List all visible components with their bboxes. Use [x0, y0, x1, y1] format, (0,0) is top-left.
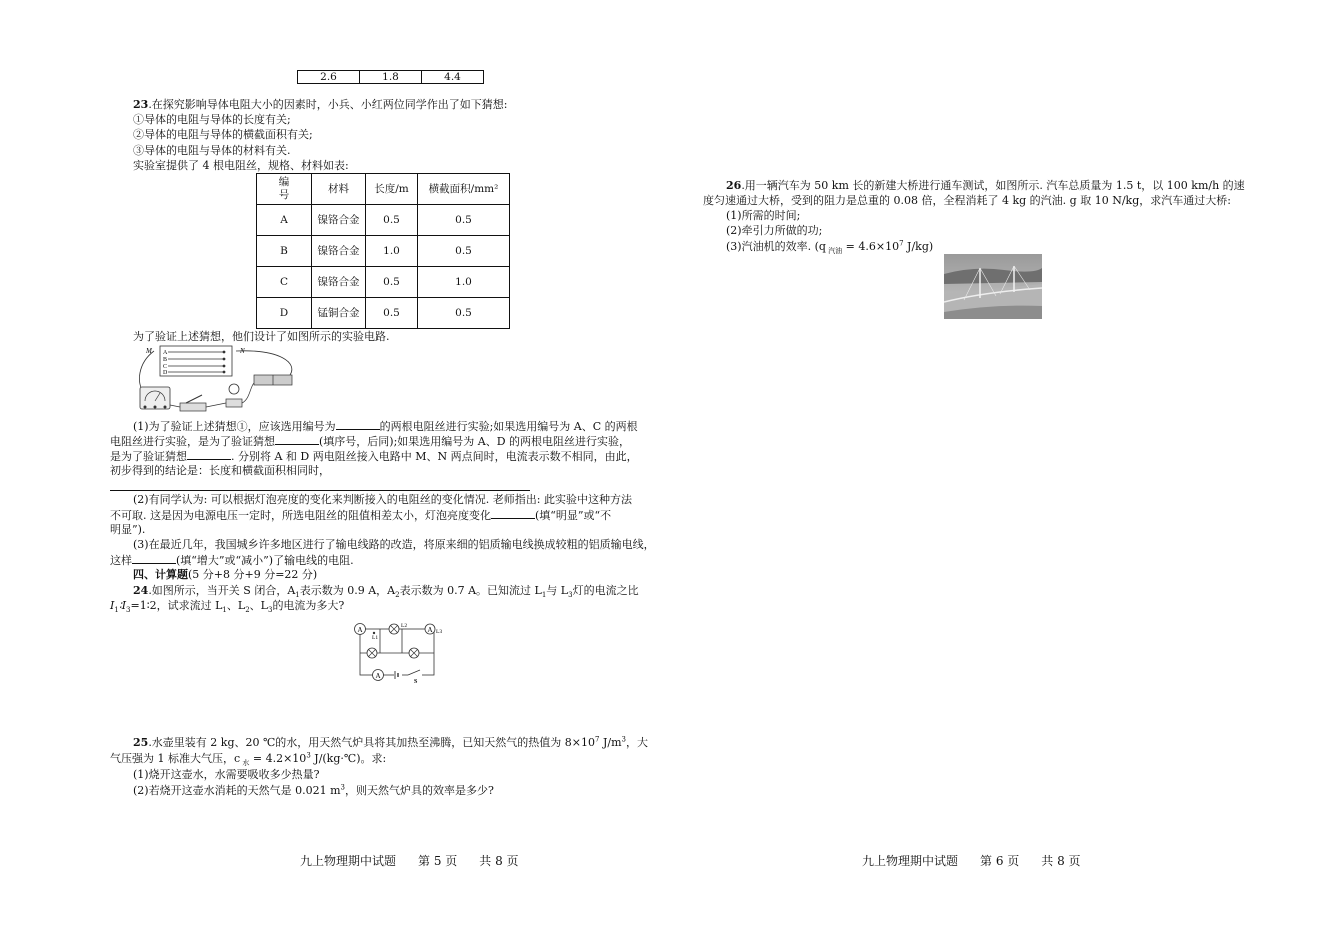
resistance-wire-table: [256, 173, 510, 329]
q23-guess-2: ②导体的电阻与导体的横截面积有关;: [133, 128, 313, 141]
page-footer-right: 九上物理期中试题 第 6 页 共 8 页: [862, 854, 1081, 868]
table-row: [257, 267, 510, 298]
table-cell: 0.5: [366, 298, 418, 329]
table-header: 横截面积/mm²: [418, 174, 510, 205]
q23-part1-line2: 电阻丝进行实验，是为了验证猜想 (填序号，后同);如果选用编号为 A、D 的两根电阻丝进行实验，: [110, 435, 631, 448]
q23-lab-text: 实验室提供了 4 根电阻丝，规格、材料如表:: [133, 159, 349, 172]
page-footer-left: 九上物理期中试题 第 5 页 共 8 页: [300, 854, 519, 868]
q23-circuit-intro: 为了验证上述猜想，他们设计了如图所示的实验电路.: [133, 330, 390, 343]
ammeter-label: A: [375, 672, 381, 680]
table-cell: 0.5: [366, 267, 418, 298]
q26-line2: 度匀速通过大桥，受到的阻力是总重的 0.08 倍，全程消耗了 4 kg 的汽油. g 取 10 N/kg，求汽车通过大桥:: [703, 194, 1231, 207]
q23-part2-line1: (2)有同学认为: 可以根据灯泡亮度的变化来判断接入的电阻丝的变化情况. 老师指出: 此实验中这种方法: [133, 493, 632, 506]
table-row: [257, 205, 510, 236]
table-cell: 0.5: [366, 205, 418, 236]
q26-sub3: (3)汽油机的效率. (q $_{汽油} = 4.6\times 10^7$ J/kg): [726, 239, 934, 256]
switch-label: S: [414, 679, 418, 683]
table-cell: 1.8: [360, 71, 422, 84]
q23-part2-line3: 明显”).: [110, 523, 146, 536]
q25-line2: 气压强为 1 标准大气压，c $_水 = 4.2\times 10^3$ J/(kg·℃)。求:: [110, 751, 387, 768]
q23-part1-line3: 是为了验证猜想 . 分别将 A 和 D 两电阻丝接入电路中 M、N 两点间时，电流表示数不相同，由此，: [110, 450, 638, 463]
lamp-label: L1: [372, 635, 379, 641]
q24-circuit-figure: [352, 617, 442, 683]
question-number: 23: [133, 98, 149, 111]
table-header: 编号: [257, 174, 312, 205]
bridge-photo: [944, 254, 1042, 319]
table-cell: A: [257, 205, 312, 236]
q23-circuit-figure: [130, 343, 305, 415]
q23-part2-line2: 不可取. 这是因为电源电压一定时，所选电阻丝的阻值相差太小，灯泡亮度变化 (填“明显”或“不: [110, 509, 612, 522]
answer-blank[interactable]: [132, 552, 176, 564]
table-cell: C: [257, 267, 312, 298]
switch: [180, 403, 206, 411]
table-cell: 镍铬合金: [312, 267, 366, 298]
lamp-label: L2: [401, 623, 408, 629]
table-row: [257, 236, 510, 267]
table-cell: 0.5: [418, 236, 510, 267]
q26-sub2: (2)牵引力所做的功;: [726, 224, 823, 237]
table-cell: 锰铜合金: [312, 298, 366, 329]
table-cell: 0.5: [418, 298, 510, 329]
q23-guess-3: ③导体的电阻与导体的材料有关.: [133, 144, 291, 157]
table-cell: 0.5: [418, 205, 510, 236]
q25-line1: 25.水壶里装有 2 kg、20 ℃的水，用天然气炉具将其加热至沸腾，已知天然气的热值为 $8\times 10^7$ $J/m^3$，大: [133, 735, 648, 749]
label-a: A: [163, 350, 168, 356]
ammeter-label: A: [427, 626, 433, 634]
table-cell: 4.4: [422, 71, 484, 84]
label-n: N: [240, 347, 245, 355]
label-m: M: [146, 347, 152, 355]
label-c: C: [163, 364, 168, 370]
label-d: D: [163, 370, 168, 376]
answer-blank[interactable]: [491, 507, 535, 519]
question-number: 26: [726, 179, 742, 192]
q23-stem: 23.在探究影响导体电阻大小的因素时，小兵、小红两位同学作出了如下猜想:: [133, 98, 508, 111]
q23-part1-line1: (1)为了验证上述猜想①，应该选用编号为 的两根电阻丝进行实验;如果选用编号为 A、C 的两根: [133, 420, 638, 433]
section-heading: 四、计算题(5 分+8 分+9 分=22 分): [133, 568, 318, 581]
wire-board: [160, 346, 232, 376]
answer-blank[interactable]: [336, 418, 380, 430]
ammeter-label: A: [357, 626, 363, 634]
q23-guess-1: ①导体的电阻与导体的长度有关;: [133, 113, 291, 126]
table-cell: B: [257, 236, 312, 267]
q23-part3-line2: 这样 (填“增大”或“减小”)了输电线的电阻.: [110, 554, 354, 567]
table-cell: 镍铬合金: [312, 205, 366, 236]
answer-blank[interactable]: [110, 490, 530, 491]
q25-sub1: (1)烧开这壶水，水需要吸收多少热量?: [133, 768, 320, 781]
q24-line1: 24.如图所示，当开关 S 闭合，$A_1$表示数为 0.9 A，$A_2$表示数为 0.7 A。已知流过 $L_1$与 $L_3$灯的电流之比: [133, 584, 639, 600]
table-cell: 2.6: [298, 71, 360, 84]
answer-blank[interactable]: [187, 448, 231, 460]
label-b: B: [163, 357, 168, 363]
bulb: [229, 384, 239, 394]
lamp-label: L3: [436, 629, 442, 635]
table-row: [257, 298, 510, 329]
table-header: 长度/m: [366, 174, 418, 205]
question-number: 25: [133, 736, 149, 749]
q24-line2: $I_1∶I_3=1∶2$，试求流过 $L_1$、$L_2$、$L_3$的电流为多大?: [110, 599, 345, 615]
question-number: 24: [133, 584, 149, 597]
top-data-table: [297, 70, 484, 84]
q26-line1: 26.用一辆汽车为 50 km 长的新建大桥进行通车测试，如图所示. 汽车总质量为 1.5 t，以 100 km/h 的速: [726, 179, 1245, 192]
table-cell: 1.0: [418, 267, 510, 298]
q23-part1-line4: 初步得到的结论是：长度和横截面积相同时，: [110, 464, 330, 477]
q26-sub1: (1)所需的时间;: [726, 209, 801, 222]
table-cell: 镍铬合金: [312, 236, 366, 267]
table-cell: 1.0: [366, 236, 418, 267]
table-cell: D: [257, 298, 312, 329]
q23-part3-line1: (3)在最近几年，我国城乡许多地区进行了输电线路的改造，将原来细的铝质输电线换成较粗的铝质输电线，: [133, 538, 655, 551]
table-header: 材料: [312, 174, 366, 205]
answer-blank[interactable]: [275, 433, 319, 445]
q25-sub2: (2)若烧开这壶水消耗的天然气是 0.021 $m^3$，则天然气炉具的效率是多少?: [133, 783, 494, 797]
